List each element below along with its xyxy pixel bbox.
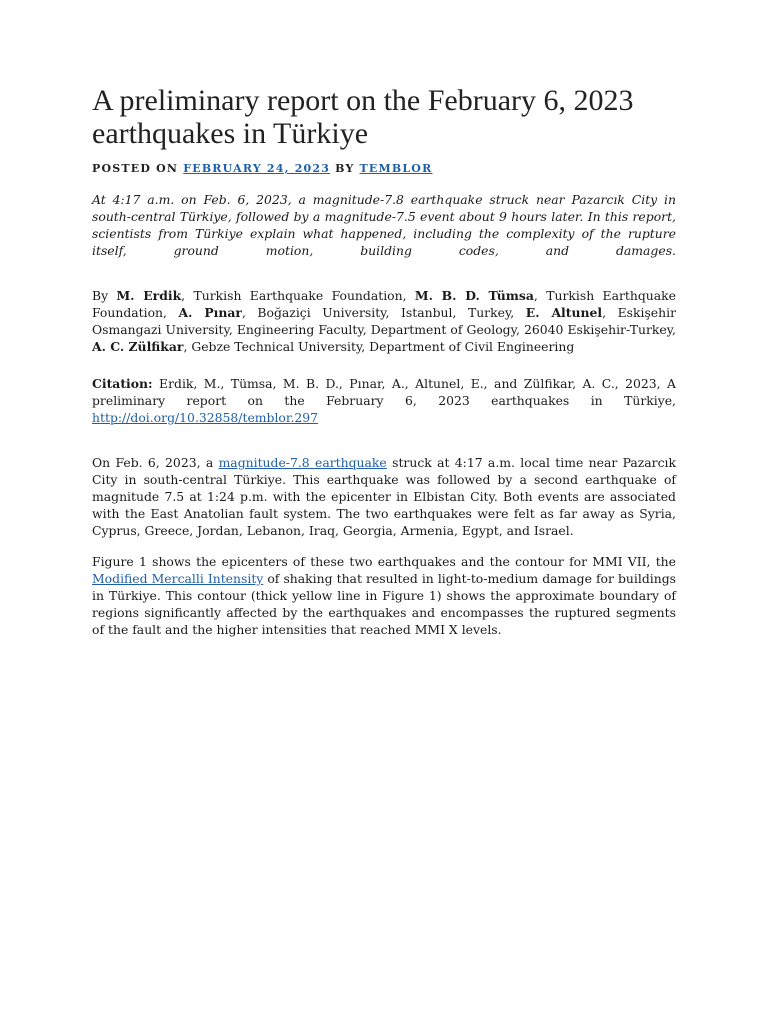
citation-text: Erdik, M., Tümsa, M. B. D., Pınar, A., Altunel, E., and Zülfikar, A. C., 2023, A preliminary report on the February 6, 2023 earthquakes in Türkiye, — [92, 376, 676, 408]
mercalli-intensity-link[interactable]: Modified Mercalli Intensity — [92, 571, 264, 586]
body-paragraph-1 — [92, 454, 676, 539]
citation-label: Citation: — [92, 376, 153, 391]
article-lede: At 4:17 a.m. on Feb. 6, 2023, a magnitude-7.8 earthquake struck near Pazarcık City in south-central Türkiye, followed by a magnitude-7.5 event about 9 hours later. In this report, scientists from Türkiye explain what happened, including the complexity of the rupture itself, ground motion, building codes, and damages. — [92, 192, 676, 258]
post-meta — [92, 162, 676, 175]
byline-by: By — [92, 288, 109, 303]
author-affiliation: , Boğaziçi University, Istanbul, Turkey, — [241, 305, 526, 320]
posted-date-link[interactable]: FEBRUARY 24, 2023 — [183, 162, 331, 175]
author-affiliation: , Turkish Earthquake Foundation, — [181, 288, 415, 303]
author-name: M. Erdik — [116, 288, 182, 303]
magnitude-earthquake-link[interactable]: magnitude-7.8 earthquake — [218, 455, 387, 470]
paragraph-text: of shaking that resulted in light-to-medium damage for buildings in Türkiye. This contour (thick yellow line in Figure 1) shows the approximate boundary of regions significantly affected by the earthquakes and encompasses the ruptured segments of the fault and the higher intensities that reached MMI X levels. — [92, 571, 676, 637]
author-name: M. B. D. Tümsa — [414, 288, 534, 303]
citation — [92, 375, 676, 426]
body-paragraph-2 — [92, 553, 676, 638]
paragraph-text: Figure 1 shows the epicenters of these two earthquakes and the contour for MMI VII, the — [92, 554, 676, 569]
author-link[interactable]: TEMBLOR — [359, 162, 433, 175]
paragraph-text: On Feb. 6, 2023, a — [92, 455, 219, 470]
author-name: A. Pınar — [178, 305, 242, 320]
author-name: A. C. Zülfikar — [92, 339, 184, 354]
posted-on-label: POSTED ON — [92, 162, 179, 175]
citation-doi-link[interactable]: http://doi.org/10.32858/temblor.297 — [92, 410, 319, 425]
byline — [92, 287, 676, 355]
author-name: E. Altunel — [525, 305, 603, 320]
author-affiliation: , Turkish Earthquake Foundation, — [92, 288, 676, 320]
paragraph-text: struck at 4:17 a.m. local time near Pazarcık City in south-central Türkiye. This earthquake was followed by a second earthquake of magnitude 7.5 at 1:24 p.m. with the epicenter in Elbistan City. Both events are associated with the East Anatolian fault system. The two earthquakes were felt as far away as Syria, Cyprus, Greece, Jordan, Lebanon, Iraq, Georgia, Armenia, Egypt, and Israel. — [92, 455, 677, 538]
article — [92, 84, 676, 638]
author-affiliation: , Eskişehir Osmangazi University, Engineering Faculty, Department of Geology, 26040 Eskişehir-Turkey, — [92, 305, 677, 337]
author-affiliation: , Gebze Technical University, Department of Civil Engineering — [183, 339, 575, 354]
article-title: A preliminary report on the February 6, 2023 earthquakes in Türkiye — [92, 84, 634, 150]
by-label: BY — [335, 162, 355, 175]
